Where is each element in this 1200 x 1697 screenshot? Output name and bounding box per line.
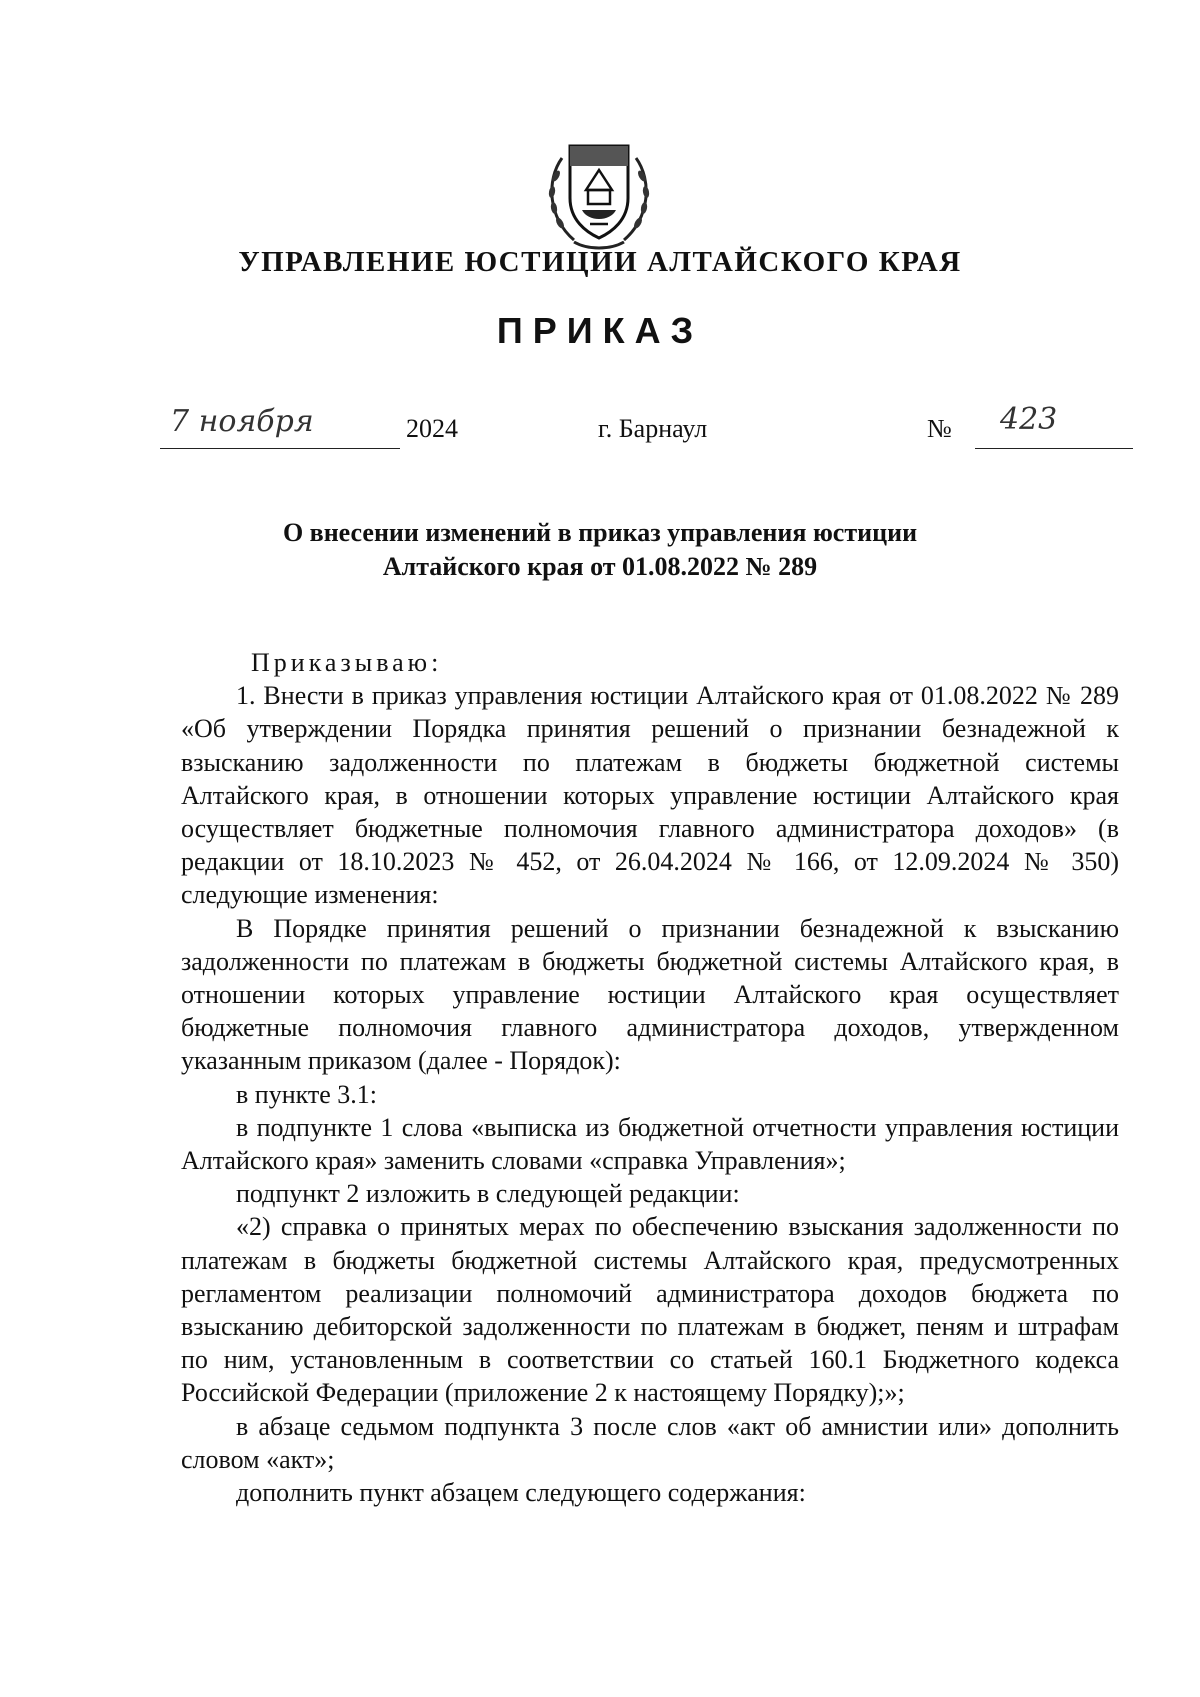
body-paragraph: в абзаце седьмом подпункта 3 после слов «акт об амнистии или» дополнить словом «акт»; — [181, 1411, 1119, 1474]
subject-line-1: О внесении изменений в приказ управления юстиции — [282, 518, 918, 547]
body-paragraph: «2) справка о принятых мерах по обеспечению взыскания задолженности по платежам в бюджеты бюджетной системы Алтайского края, предусмотренных регламентом реализации полномочий администратора доходов бюджета по взысканию дебиторской задолженности по платежам в бюджет, пеням и штрафам по ним, установленным в соответствии со статьей 160.1 Бюджетного кодекса Российской Федерации (приложение 2 к настоящему Порядку);»; — [181, 1212, 1119, 1408]
handwritten-date: 7 ноября — [170, 404, 314, 439]
coat-of-arms-icon — [540, 118, 658, 252]
organization-name: УПРАВЛЕНИЕ ЮСТИЦИИ АЛТАЙСКОГО КРАЯ — [238, 246, 962, 278]
document-city: г. Барнаул — [598, 414, 708, 443]
body-paragraph: в пункте 3.1: — [236, 1079, 378, 1109]
handwritten-number: 423 — [1000, 402, 1058, 437]
body-paragraph: 1. Внести в приказ управления юстиции Алтайского края от 01.08.2022 № 289 «Об утверждении Порядка принятия решений о признании безнадежной к взысканию задолженности по платежам в бюджеты бюджетной системы Алтайского края, в отношении которых управление юстиции Алтайского края осуществляет бюджетные полномочия главного администратора доходов» (в редакции от 18.10.2023 № 452, от 26.04.2024 № 166, от 12.09.2024 № 350) следующие изменения: — [181, 681, 1119, 910]
document-body — [181, 646, 1119, 1509]
document-year: 2024 — [406, 414, 458, 443]
body-paragraph: дополнить пункт абзацем следующего содержания: — [236, 1478, 806, 1508]
document-type: ПРИКАЗ — [496, 310, 704, 351]
body-paragraph: подпункт 2 изложить в следующей редакции: — [236, 1179, 740, 1209]
number-sign: № — [927, 414, 952, 443]
body-paragraph: В Порядке принятия решений о признании безнадежной к взысканию задолженности по платежам в бюджеты бюджетной системы Алтайского края, в отношении которых управление юстиции Алтайского края осуществляет бюджетные полномочия главного администратора доходов, утвержденном указанным приказом (далее - Порядок): — [181, 913, 1119, 1076]
subject-line-2: Алтайского края от 01.08.2022 № 289 — [382, 552, 818, 581]
body-paragraph: в подпункте 1 слова «выписка из бюджетной отчетности управления юстиции Алтайского края» заменить словами «справка Управления»; — [181, 1112, 1119, 1176]
body-paragraph: Приказываю: — [251, 648, 443, 677]
document-subject — [0, 516, 1200, 584]
